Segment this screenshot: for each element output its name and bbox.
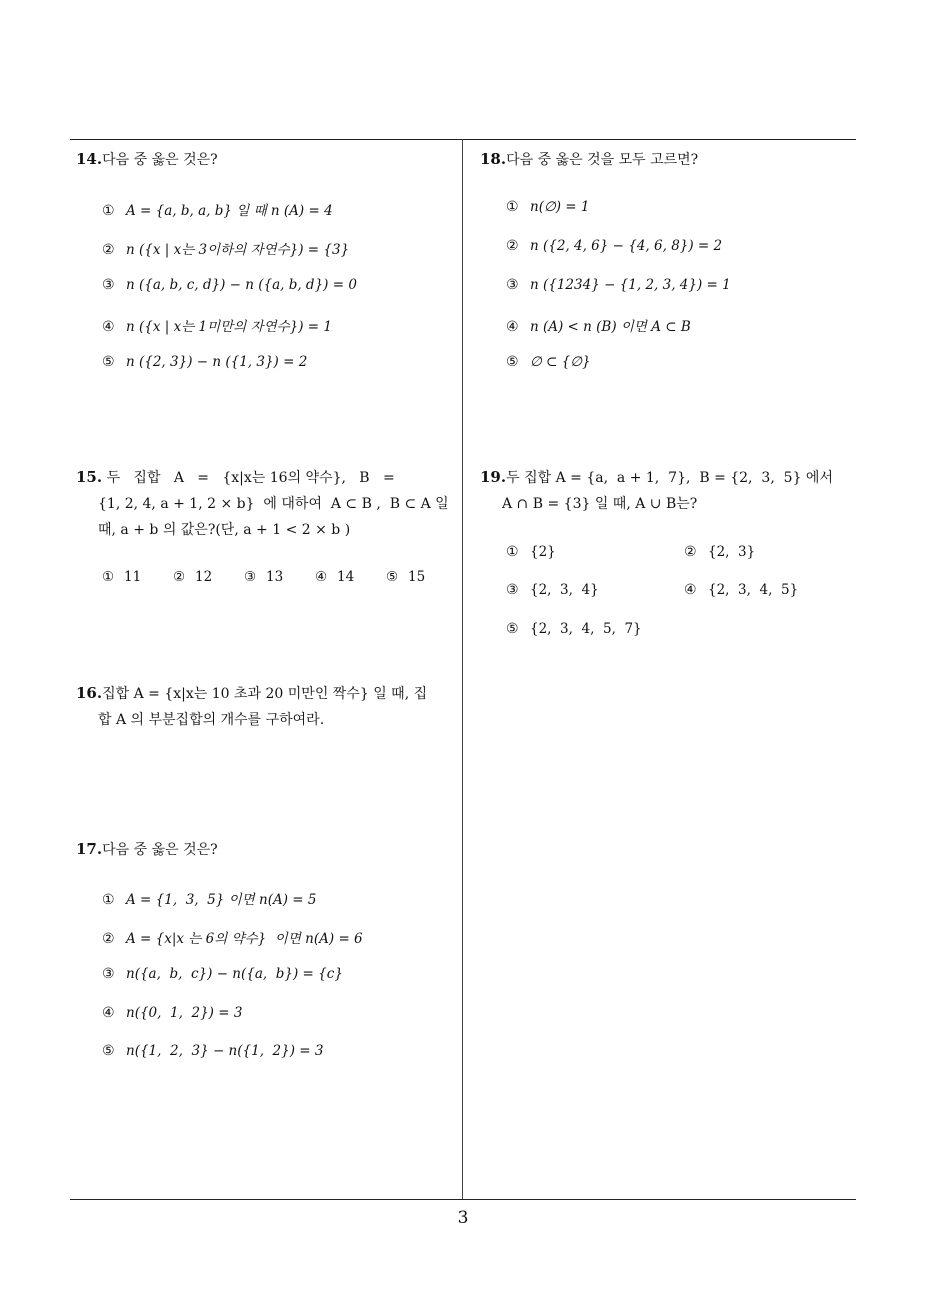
option-mark: ③ xyxy=(102,966,115,982)
q14-option-1[interactable] xyxy=(102,199,333,219)
option-mark: ① xyxy=(102,892,115,908)
option-text: {2} xyxy=(530,544,556,560)
option-text: 12 xyxy=(195,569,213,585)
q18-option-4[interactable] xyxy=(506,315,691,335)
question-14-header xyxy=(76,146,456,173)
q19-option-4[interactable] xyxy=(684,582,798,598)
question-17 xyxy=(76,836,456,863)
question-15 xyxy=(76,464,456,543)
q19-option-1[interactable] xyxy=(506,544,556,560)
option-mark: ① xyxy=(102,569,115,585)
option-mark: ② xyxy=(173,569,186,585)
option-text: n ({x | x는 3이하의 자연수}) = {3} xyxy=(126,242,350,258)
option-mark: ③ xyxy=(244,569,257,585)
question-number: 17. xyxy=(76,840,103,858)
option-text: 15 xyxy=(408,569,426,585)
top-rule xyxy=(70,139,856,140)
question-text-line1: 두 집합 A = {a, a + 1, 7}, B = {2, 3, 5} 에서 xyxy=(506,470,833,486)
question-text-line1: 두 집합 A = {x|x는 16의 약수}, B = xyxy=(106,470,395,486)
q15-option-4[interactable] xyxy=(315,569,386,585)
option-text: A = {1, 3, 5} 이면 n(A) = 5 xyxy=(126,892,317,908)
option-text: n({0, 1, 2}) = 3 xyxy=(126,1005,243,1021)
option-mark: ② xyxy=(102,931,115,947)
question-text: 다음 중 옳은 것을 모두 고르면? xyxy=(506,152,699,168)
question-16 xyxy=(76,680,456,733)
option-text: {2, 3, 4, 5} xyxy=(708,582,799,598)
option-text: n({1, 2, 3} − n({1, 2}) = 3 xyxy=(126,1043,324,1059)
option-text: {2, 3} xyxy=(708,544,756,560)
option-mark: ④ xyxy=(315,569,328,585)
q19-option-2[interactable] xyxy=(684,544,755,560)
option-text: 11 xyxy=(124,569,142,585)
option-text: n(∅) = 1 xyxy=(530,199,590,215)
question-text: 다음 중 옳은 것은? xyxy=(102,152,218,168)
question-16-header xyxy=(76,680,456,707)
q14-option-4[interactable] xyxy=(102,315,332,335)
option-mark: ④ xyxy=(506,319,519,335)
q17-option-5[interactable] xyxy=(102,1043,324,1059)
question-text-line2: A ∩ B = {3} 일 때, A ∪ B는? xyxy=(502,496,698,512)
question-text: 다음 중 옳은 것은? xyxy=(102,842,218,858)
option-mark: ③ xyxy=(506,277,519,293)
option-text: n({a, b, c}) − n({a, b}) = {c} xyxy=(126,966,343,982)
question-19-body xyxy=(480,491,860,517)
option-mark: ③ xyxy=(102,277,115,293)
option-mark: ① xyxy=(102,203,115,219)
option-mark: ④ xyxy=(684,582,697,598)
question-18-header xyxy=(480,146,860,173)
page-number: 3 xyxy=(457,1208,469,1228)
q19-option-3[interactable] xyxy=(506,582,599,598)
q15-option-2[interactable] xyxy=(173,569,244,585)
option-mark: ⑤ xyxy=(506,354,519,370)
option-text: 13 xyxy=(266,569,284,585)
option-mark: ④ xyxy=(102,1005,115,1021)
option-mark: ⑤ xyxy=(386,569,399,585)
option-mark: ② xyxy=(684,544,697,560)
q17-option-1[interactable] xyxy=(102,888,316,908)
option-text: n ({1234} − {1, 2, 3, 4}) = 1 xyxy=(530,277,731,293)
question-number: 15. xyxy=(76,468,103,486)
q17-option-2[interactable] xyxy=(102,927,363,947)
option-mark: ③ xyxy=(506,582,519,598)
option-text: n ({2, 3}) − n ({1, 3}) = 2 xyxy=(126,354,308,370)
q18-option-5[interactable] xyxy=(506,354,591,370)
q18-option-1[interactable] xyxy=(506,199,589,215)
question-18 xyxy=(480,146,860,173)
question-number: 19. xyxy=(480,468,507,486)
option-text: ∅ ⊂ {∅} xyxy=(530,354,591,370)
option-mark: ② xyxy=(506,238,519,254)
q14-option-2[interactable] xyxy=(102,238,349,258)
question-number: 16. xyxy=(76,684,103,702)
q14-option-3[interactable] xyxy=(102,277,357,293)
option-text: n ({2, 4, 6} − {4, 6, 8}) = 2 xyxy=(530,238,723,254)
option-text: A = {x|x 는 6의 약수} 이면 n(A) = 6 xyxy=(126,931,363,947)
option-text: {2, 3, 4, 5, 7} xyxy=(530,621,642,637)
option-text: 14 xyxy=(337,569,355,585)
option-text: n (A) < n (B) 이면 A ⊂ B xyxy=(530,319,691,335)
bottom-rule xyxy=(70,1199,856,1200)
question-text-line2: 합 A 의 부분집합의 개수를 구하여라. xyxy=(98,712,325,728)
question-19 xyxy=(480,464,860,517)
q15-options xyxy=(102,569,457,585)
question-text-line3: 때, a + b 의 값은?(단, a + 1 < 2 × b ) xyxy=(98,522,351,538)
q15-option-5[interactable] xyxy=(386,569,457,585)
option-text: n ({a, b, c, d}) − n ({a, b, d}) = 0 xyxy=(126,277,357,293)
option-mark: ⑤ xyxy=(102,354,115,370)
option-mark: ① xyxy=(506,544,519,560)
option-text: {2, 3, 4} xyxy=(530,582,599,598)
q18-option-2[interactable] xyxy=(506,238,722,254)
option-mark: ① xyxy=(506,199,519,215)
q14-option-5[interactable] xyxy=(102,354,307,370)
option-mark: ⑤ xyxy=(102,1043,115,1059)
column-divider xyxy=(462,139,463,1200)
question-17-header xyxy=(76,836,456,863)
q18-option-3[interactable] xyxy=(506,277,731,293)
option-text: A = {a, b, a, b} 일 때 n (A) = 4 xyxy=(126,203,333,219)
option-mark: ② xyxy=(102,242,115,258)
q15-option-3[interactable] xyxy=(244,569,315,585)
question-number: 18. xyxy=(480,150,507,168)
question-text-line1: 집합 A = {x|x는 10 초과 20 미만인 짝수} 일 때, 집 xyxy=(102,686,428,702)
question-19-header xyxy=(480,464,860,491)
q15-option-1[interactable] xyxy=(102,569,173,585)
option-mark: ⑤ xyxy=(506,621,519,637)
question-16-body xyxy=(76,707,456,733)
q19-option-5[interactable] xyxy=(506,621,642,637)
question-text-line2: {1, 2, 4, a + 1, 2 × b} 에 대하여 A ⊂ B , B ⊂ A 일 xyxy=(98,496,449,512)
question-15-header xyxy=(76,464,456,491)
option-mark: ④ xyxy=(102,319,115,335)
option-text: n ({x | x는 1미만의 자연수}) = 1 xyxy=(126,319,332,335)
question-number: 14. xyxy=(76,150,103,168)
question-15-body xyxy=(76,491,456,543)
question-14 xyxy=(76,146,456,173)
q17-option-3[interactable] xyxy=(102,966,343,982)
q17-option-4[interactable] xyxy=(102,1005,242,1021)
